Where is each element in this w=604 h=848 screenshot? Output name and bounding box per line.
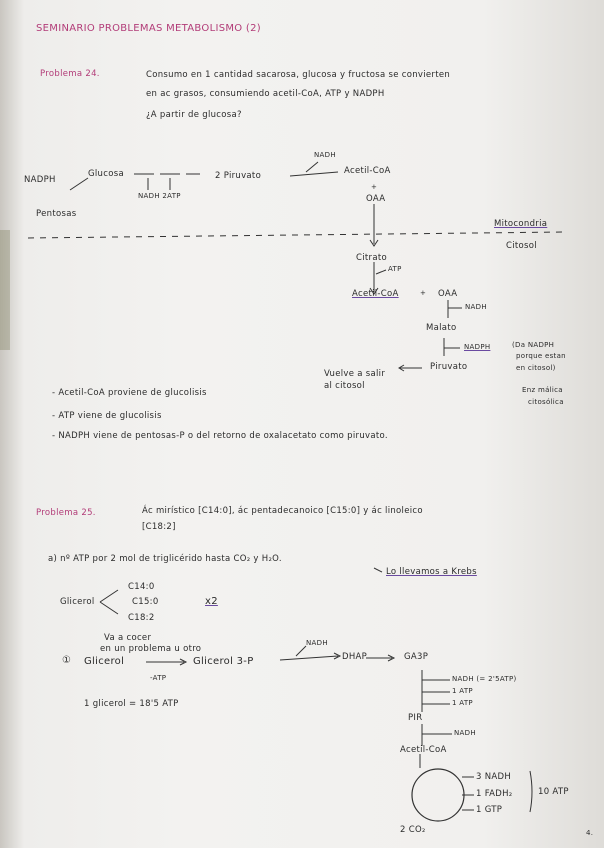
c15-label: C15:0 (132, 597, 159, 607)
nadh-2-label: NADH (465, 303, 487, 311)
x2-label: x2 (205, 596, 218, 607)
ga3p-label: GA3P (404, 652, 429, 662)
nadh-p25-label: NADH (306, 639, 328, 647)
vuelve-line-1: Vuelve a salir (324, 369, 386, 379)
problem-25-label: Problema 25. (36, 508, 96, 518)
acetil-coa-cytosol-label: Acetil-CoA (352, 289, 399, 299)
minus-atp-label: -ATP (150, 674, 167, 682)
bullet-2: - ATP viene de glucolisis (52, 411, 162, 421)
va-line-2: en un problema u otro (100, 644, 202, 654)
vuelve-line-2: al citosol (324, 381, 365, 391)
p25-question-line-2: [C18:2] (142, 522, 176, 532)
p24-question-line-2: en ac grasos, consumiendo acetil-CoA, ATP y NADPH (146, 89, 385, 99)
krebs-fadh2: 1 FADH₂ (476, 789, 513, 799)
note-line-1: (Da NADPH (512, 341, 555, 349)
arrow-glucosa-pentosas (70, 178, 88, 190)
malato-label: Malato (426, 323, 457, 333)
dhap-label: DHAP (342, 652, 368, 662)
glicerol-3p-label: Glicerol 3-P (193, 656, 254, 667)
glicerol-label: Glicerol (60, 597, 95, 607)
bullet-3: - NADPH viene de pentosas-P o del retorno de oxalacetato como piruvato. (52, 431, 388, 441)
oaa-label: OAA (366, 194, 386, 204)
note-line-2: porque estan (516, 352, 566, 360)
glicerol-2-label: Glicerol (84, 656, 125, 667)
co2-label: 2 CO₂ (400, 825, 426, 835)
piruvato-2-label: Piruvato (430, 362, 468, 372)
citrato-label: Citrato (356, 253, 387, 263)
note-line-3: en citosol) (516, 364, 556, 372)
note-line-5: citosólica (528, 398, 564, 406)
p24-question-line-3: ¿A partir de glucosa? (146, 110, 242, 120)
plus-2-label: + (420, 289, 427, 297)
p25-question-line-1: Ác mirístico [C14:0], ác pentadecanoico [C15:0] y ác linoleico (142, 506, 423, 516)
note-line-4: Enz málica (522, 386, 563, 394)
result-atp-1: 1 ATP (452, 687, 473, 695)
mitocondria-label: Mitocondria (494, 219, 548, 229)
krebs-nadh: 3 NADH (476, 772, 512, 782)
krebs-gtp: 1 GTP (476, 805, 503, 815)
c18-label: C18:2 (128, 613, 155, 623)
acetil-coa-p25-label: Acetil-CoA (400, 745, 447, 755)
nadh-3-label: NADH (454, 729, 476, 737)
circled-one: ① (62, 655, 72, 666)
plus-label: + (371, 183, 378, 191)
atp-label: ATP (388, 265, 402, 273)
oaa-cytosol-label: OAA (438, 289, 458, 299)
page-title: SEMINARIO PROBLEMAS METABOLISMO (2) (36, 23, 261, 34)
glicerol-total: 1 glicerol = 18'5 ATP (84, 699, 179, 709)
nadh-top-label: NADH (314, 151, 336, 159)
nadph-2-label: NADPH (464, 343, 491, 351)
citosol-label: Citosol (506, 241, 537, 251)
p25-part-a: a) nº ATP por 2 mol de triglicérido hasta CO₂ y H₂O. (48, 554, 282, 564)
result-nadh: NADH (= 2'5ATP) (452, 675, 517, 683)
p24-question-line-1: Consumo en 1 cantidad sacarosa, glucosa y fructosa se convierten (146, 70, 451, 80)
p25-part-a-note: Lo llevamos a Krebs (386, 567, 477, 577)
piruvato-label: 2 Piruvato (215, 171, 262, 181)
krebs-total: 10 ATP (538, 787, 569, 797)
acetil-coa-label: Acetil-CoA (344, 166, 391, 176)
nadph-label: NADPH (24, 175, 56, 185)
problem-24-label: Problema 24. (40, 69, 100, 79)
c14-label: C14:0 (128, 582, 155, 592)
nadh-atp-label: NADH 2ATP (138, 192, 181, 200)
va-line-1: Va a cocer (104, 633, 152, 643)
page-number: 4. (586, 829, 594, 837)
result-atp-2: 1 ATP (452, 699, 473, 707)
bullet-1: - Acetil-CoA proviene de glucolisis (52, 388, 207, 398)
glucosa-label: Glucosa (88, 169, 124, 179)
pir-label: PIR (408, 713, 423, 723)
pentosas-label: Pentosas (36, 209, 77, 219)
